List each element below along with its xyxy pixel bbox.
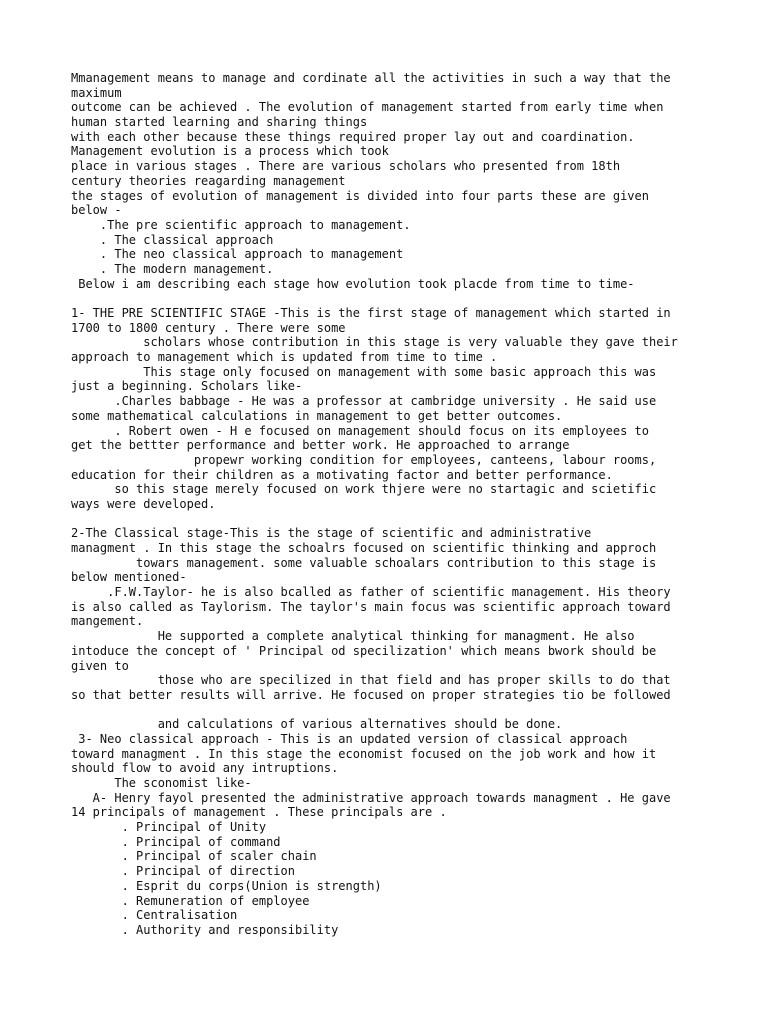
- text-line: . The modern management.: [71, 261, 274, 276]
- text-line: century theories reagarding management: [71, 173, 346, 188]
- text-line: 3- Neo classical approach - This is an updated version of classical approach: [71, 731, 628, 746]
- text-line: just a beginning. Scholars like-: [71, 379, 303, 394]
- text-line: intoduce the concept of ' Principal od specilization' which means bwork should be: [71, 643, 657, 658]
- text-line: outcome can be achieved . The evolution of management started from early time when: [71, 100, 664, 115]
- text-line: [71, 291, 711, 306]
- text-line: . Principal of command: [71, 834, 281, 849]
- text-line: should flow to avoid any intruptions.: [71, 761, 339, 776]
- text-line: with each other because these things required proper lay out and coardination.: [71, 129, 635, 144]
- text-line: [71, 512, 711, 527]
- text-line: . The classical approach: [71, 232, 274, 247]
- text-line: . Centralisation: [71, 908, 238, 923]
- text-line: . Principal of Unity: [71, 820, 267, 835]
- text-line: so this stage merely focused on work thjere were no startagic and scietific: [71, 482, 657, 497]
- text-line: those who are specilized in that field and has proper skills to do that: [71, 673, 671, 688]
- text-line: . The neo classical approach to management: [71, 247, 404, 262]
- text-line: education for their children as a motivating factor and better performance.: [71, 467, 613, 482]
- text-line: and calculations of various alternatives should be done.: [71, 717, 563, 732]
- text-line: [71, 703, 711, 718]
- text-line: .Charles babbage - He was a professor at cambridge university . He said use: [71, 394, 657, 409]
- text-line: toward managment . In this stage the economist focused on the job work and how it: [71, 746, 657, 761]
- text-line: human started learning and sharing things: [71, 115, 368, 130]
- text-line: is also called as Taylorism. The taylor's main focus was scientific approach toward: [71, 599, 671, 614]
- text-line: place in various stages . There are various scholars who presented from 18th: [71, 159, 621, 174]
- text-line: approach to management which is updated from time to time .: [71, 350, 498, 365]
- text-line: The sconomist like-: [71, 776, 252, 790]
- text-line: . Robert owen - H e focused on management should focus on its employees to: [71, 423, 649, 438]
- text-line: ways were developed.: [71, 496, 216, 511]
- text-line: some mathematical calculations in management to get better outcomes.: [71, 408, 563, 423]
- text-line: 2-The Classical stage-This is the stage of scientific and administrative: [71, 526, 592, 541]
- text-line: scholars whose contribution in this stage is very valuable they gave their: [71, 335, 678, 350]
- text-line: 1- THE PRE SCIENTIFIC STAGE -This is the first stage of management which started in: [71, 306, 671, 320]
- text-line: . Authority and responsibility: [71, 922, 339, 937]
- text-line: below mentioned-: [71, 570, 187, 585]
- text-line: Mmanagement means to manage and cordinate all the activities in such a way that the: [71, 71, 671, 85]
- text-line: .The pre scientific approach to management.: [71, 217, 411, 232]
- text-line: . Esprit du corps(Union is strength): [71, 878, 382, 893]
- text-line: the stages of evolution of management is divided into four parts these are given: [71, 188, 649, 203]
- text-line: 1700 to 1800 century . There were some: [71, 320, 346, 335]
- text-line: . Remuneration of employee: [71, 893, 310, 908]
- text-line: get the bettter performance and better work. He approached to arrange: [71, 438, 570, 453]
- text-line: so that better results will arrive. He focused on proper strategies tio be followed: [71, 687, 671, 702]
- text-line: Below i am describing each stage how evolution took placde from time to time-: [71, 276, 635, 291]
- text-line: This stage only focused on management with some basic approach this was: [71, 364, 657, 379]
- text-line: . Principal of scaler chain: [71, 849, 317, 864]
- text-line: Management evolution is a process which took: [71, 144, 389, 159]
- text-line: below -: [71, 203, 122, 218]
- text-line: . Principal of direction: [71, 864, 295, 879]
- text-line: given to: [71, 658, 129, 673]
- text-line: mangement.: [71, 614, 144, 629]
- text-line: A- Henry fayol presented the administrative approach towards managment . He gave: [71, 790, 671, 805]
- text-line: 14 principals of management . These principals are .: [71, 805, 447, 820]
- text-line: propewr working condition for employees, canteens, labour rooms,: [71, 452, 657, 467]
- text-line: managment . In this stage the schoalrs focused on scientific thinking and approch: [71, 541, 657, 555]
- text-line: .F.W.Taylor- he is also bcalled as father of scientific management. His theory: [71, 585, 671, 600]
- text-line: He supported a complete analytical thinking for managment. He also: [71, 629, 635, 644]
- text-line: maximum: [71, 85, 122, 100]
- document-body: [71, 71, 711, 938]
- text-line: towars management. some valuable schoalars contribution to this stage is: [71, 555, 657, 570]
